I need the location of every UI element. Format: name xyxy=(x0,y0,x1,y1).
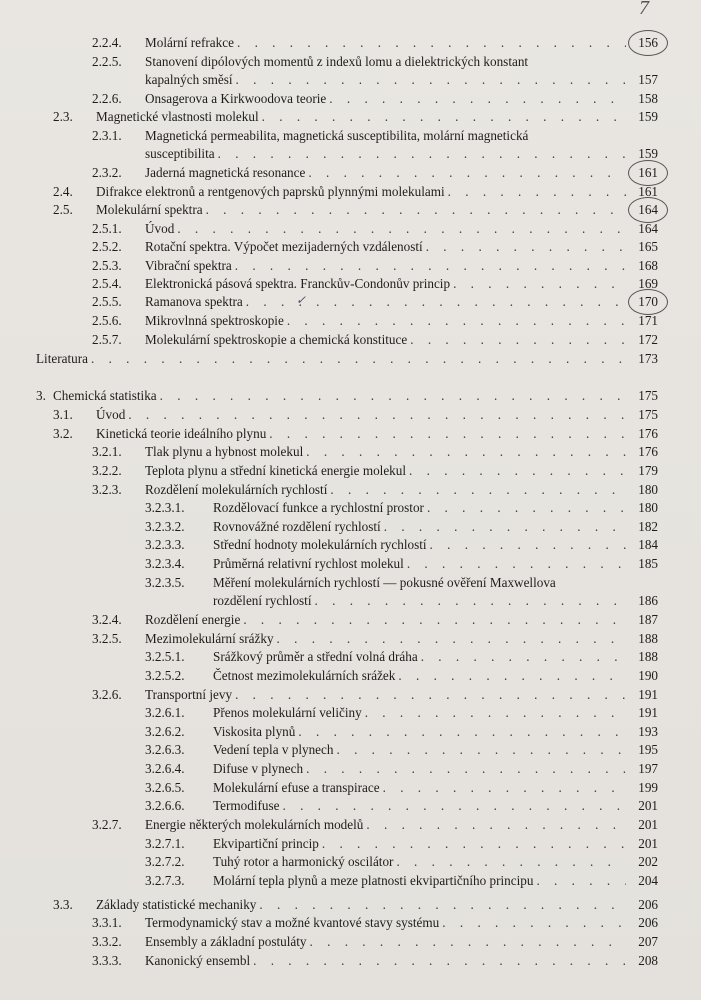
toc-entry-title: Termodynamický stav a možné kvantové stavy systému xyxy=(145,915,440,930)
toc-entry-page: 161 xyxy=(638,165,658,180)
toc-entry-page: 180 xyxy=(638,482,658,497)
toc-entry-page: 168 xyxy=(638,258,658,273)
toc-entry xyxy=(0,630,701,649)
toc-entry-number: 3.2.3.1. xyxy=(145,500,185,515)
toc-entry xyxy=(0,481,701,500)
toc-entry-number: 3.2.3.4. xyxy=(145,556,185,571)
toc-entry-number: 3.3.2. xyxy=(92,934,122,949)
toc-entry xyxy=(0,387,701,406)
toc-entry-title: Střední hodnoty molekulárních rychlostí xyxy=(213,537,427,552)
toc-entry xyxy=(0,704,701,723)
toc-entry xyxy=(0,164,701,183)
toc-entry-number: 3.1. xyxy=(53,407,73,422)
toc-entry-page: 208 xyxy=(638,953,658,968)
toc-entry-number: 3.2.6.3. xyxy=(145,742,185,757)
toc-entry xyxy=(0,518,701,537)
toc-entry xyxy=(0,462,701,481)
toc-entry-title: Vibrační spektra xyxy=(145,258,232,273)
toc-entry-page: 185 xyxy=(638,556,658,571)
dot-leader xyxy=(306,443,626,462)
toc-entry xyxy=(0,331,701,350)
toc-entry-title-continuation: susceptibilita xyxy=(145,146,215,161)
toc-entry-title-continuation: rozdělení rychlostí xyxy=(213,593,312,608)
toc-entry-number: 3.3. xyxy=(53,897,73,912)
toc-entry xyxy=(0,257,701,276)
toc-entry-page: 158 xyxy=(638,91,658,106)
toc-entry xyxy=(0,853,701,872)
toc-entry-title: Kinetická teorie ideálního plynu xyxy=(96,426,267,441)
toc-entry-title: Elektronická pásová spektra. Franckův-Condonův princip xyxy=(145,276,451,291)
toc-entry-page: 172 xyxy=(638,332,658,347)
toc-entry-page: 202 xyxy=(638,854,658,869)
toc-entry xyxy=(0,741,701,760)
toc-entry-title: Stanovení dipólových momentů z indexů lomu a dielektrických konstant xyxy=(145,54,529,69)
dot-leader xyxy=(365,704,626,723)
toc-entry-page: 175 xyxy=(638,388,658,403)
dot-leader xyxy=(366,816,626,835)
dot-leader xyxy=(128,406,626,425)
toc-entry-title: Průměrná relativní rychlost molekul xyxy=(213,556,404,571)
toc-entry-number: 3.2.6.4. xyxy=(145,761,185,776)
toc-entry-number: 3.2.3.5. xyxy=(145,575,185,590)
toc-entry-page: 201 xyxy=(638,817,658,832)
toc-entry xyxy=(0,816,701,835)
toc-entry-title: Přenos molekulární veličiny xyxy=(213,705,362,720)
toc-entry-title: Transportní jevy xyxy=(145,687,233,702)
toc-entry xyxy=(0,127,701,164)
toc-entry xyxy=(0,238,701,257)
dot-leader xyxy=(243,611,626,630)
toc-entry xyxy=(0,611,701,630)
dot-leader xyxy=(442,914,626,933)
toc-entry-number: 3.2.7. xyxy=(92,817,122,832)
toc-entry-page: 188 xyxy=(638,631,658,646)
toc-entry-page: 176 xyxy=(638,444,658,459)
toc-entry-number: 3.2.5.1. xyxy=(145,649,185,664)
dot-leader xyxy=(453,275,626,294)
toc-entry xyxy=(0,555,701,574)
toc-entry-title: Rozdělení molekulárních rychlostí xyxy=(145,482,328,497)
toc-entry-number: 2.5. xyxy=(53,202,73,217)
dot-leader xyxy=(206,201,626,220)
toc-entry-number: 2.5.3. xyxy=(92,258,122,273)
toc-entry-title: Ensembly a základní postuláty xyxy=(145,934,307,949)
dot-leader xyxy=(236,71,626,90)
toc-entry-page: 191 xyxy=(638,705,658,720)
page-corner-mark: 7 xyxy=(639,0,649,19)
toc-entry xyxy=(0,201,701,220)
toc-entry-title: Měření molekulárních rychlostí — pokusné ověření Maxwellova xyxy=(213,575,556,590)
toc-entry xyxy=(0,933,701,952)
toc-entry-page: 165 xyxy=(638,239,658,254)
toc-entry-title: Molekulární spektroskopie a chemická konstituce xyxy=(145,332,408,347)
toc-entry-page: 175 xyxy=(638,407,658,422)
toc-entry-page: 195 xyxy=(638,742,658,757)
toc-entry xyxy=(0,574,701,611)
toc-entry xyxy=(0,220,701,239)
toc-entry-page: 186 xyxy=(638,593,658,608)
dot-leader xyxy=(409,462,626,481)
toc-entry-page: 159 xyxy=(638,109,658,124)
dot-leader xyxy=(322,835,626,854)
dot-leader xyxy=(407,555,626,574)
toc-entry-title: Ekvipartiční princip xyxy=(213,836,319,851)
toc-entry-page: 199 xyxy=(638,780,658,795)
toc-entry-title: Magnetické vlastnosti molekul xyxy=(96,109,259,124)
toc-entry-page: 156 xyxy=(638,35,658,50)
toc-entry-page: 188 xyxy=(638,649,658,664)
toc-entry xyxy=(0,667,701,686)
toc-entry-page: 173 xyxy=(638,351,658,366)
toc-entry xyxy=(0,108,701,127)
toc-entry-number: 2.3.2. xyxy=(92,165,122,180)
toc-entry xyxy=(0,406,701,425)
dot-leader xyxy=(421,648,626,667)
toc-entry xyxy=(0,350,701,369)
toc-entry-title: Teplota plynu a střední kinetická energie molekul xyxy=(145,463,407,478)
toc-entry xyxy=(0,835,701,854)
dot-leader xyxy=(91,350,626,369)
dot-leader xyxy=(383,779,626,798)
toc-entry-title: Rovnovážné rozdělení rychlostí xyxy=(213,519,381,534)
toc-entry xyxy=(0,443,701,462)
toc-entry xyxy=(0,312,701,331)
toc-entry-page: 207 xyxy=(638,934,658,949)
toc-entry xyxy=(0,536,701,555)
dot-leader xyxy=(306,760,626,779)
toc-entry-page: 201 xyxy=(638,836,658,851)
toc-entry xyxy=(0,779,701,798)
toc-entry-page: 161 xyxy=(638,184,658,199)
toc-entry-page: 179 xyxy=(638,463,658,478)
toc-entry-page: 190 xyxy=(638,668,658,683)
toc-entry-number: 3. xyxy=(36,388,46,403)
toc-entry-number: 3.2.5.2. xyxy=(145,668,185,683)
dot-leader xyxy=(160,387,626,406)
toc-entry-title: Rozdělovací funkce a rychlostní prostor xyxy=(213,500,424,515)
toc-entry-title: Tlak plynu a hybnost molekul xyxy=(145,444,304,459)
toc-entry xyxy=(0,425,701,444)
toc-entry-number: 3.2. xyxy=(53,426,73,441)
toc-entry xyxy=(0,797,701,816)
toc-entry-number: 3.2.3. xyxy=(92,482,122,497)
handwritten-tick-mark: ✓ xyxy=(296,293,307,307)
toc-entry-number: 3.2.6.1. xyxy=(145,705,185,720)
toc-entry-number: 2.2.5. xyxy=(92,54,122,69)
toc-entry-number: 2.2.6. xyxy=(92,91,122,106)
toc-entry-title: Úvod xyxy=(145,221,175,236)
toc-entry-number: 3.3.3. xyxy=(92,953,122,968)
toc-entry-page: 201 xyxy=(638,798,658,813)
toc-entry-number: 3.2.6.5. xyxy=(145,780,185,795)
toc-entry-title: Četnost mezimolekulárních srážek xyxy=(213,668,396,683)
dot-leader xyxy=(177,220,626,239)
toc-entry-title: Vedení tepla v plynech xyxy=(213,742,334,757)
dot-leader xyxy=(310,933,626,952)
dot-leader xyxy=(384,518,626,537)
toc-entry-title: Molekulární spektra xyxy=(96,202,203,217)
toc-entry-number: 2.5.7. xyxy=(92,332,122,347)
toc-entry-page: 182 xyxy=(638,519,658,534)
toc-entry xyxy=(0,872,701,891)
toc-entry xyxy=(0,275,701,294)
toc-entry-title: Magnetická permeabilita, magnetická susceptibilita, molární magnetická xyxy=(145,128,529,143)
dot-leader xyxy=(426,238,626,257)
dot-leader xyxy=(282,797,626,816)
toc-entry xyxy=(0,723,701,742)
toc-entry-number: 2.4. xyxy=(53,184,73,199)
toc-entry-page: 184 xyxy=(638,537,658,552)
toc-entry xyxy=(0,293,701,312)
toc-entry-title: Základy statistické mechaniky xyxy=(96,897,257,912)
toc-entry-page: 191 xyxy=(638,687,658,702)
toc-entry-title: Mezimolekulární srážky xyxy=(145,631,274,646)
dot-leader xyxy=(269,425,626,444)
toc-entry-title: Rotační spektra. Výpočet mezijaderných vzdáleností xyxy=(145,239,423,254)
toc-entry-page: 164 xyxy=(638,221,658,236)
dot-leader xyxy=(308,164,626,183)
toc-entry-number: 3.2.7.1. xyxy=(145,836,185,851)
toc-entry-number: 3.2.7.2. xyxy=(145,854,185,869)
toc-entry-page: 176 xyxy=(638,426,658,441)
toc-entry xyxy=(0,183,701,202)
dot-leader xyxy=(218,145,626,164)
toc-entry-number: 2.5.5. xyxy=(92,294,122,309)
toc-entry-page: 197 xyxy=(638,761,658,776)
toc-entry-title: Literatura xyxy=(36,351,88,366)
toc-entry xyxy=(0,90,701,109)
toc-entry xyxy=(0,686,701,705)
toc-entry-page: 164 xyxy=(638,202,658,217)
toc-entry xyxy=(0,53,701,90)
toc-entry-number: 2.3. xyxy=(53,109,73,124)
toc-entry-number: 3.2.6. xyxy=(92,687,122,702)
toc-entry-title: Kanonický ensembl xyxy=(145,953,251,968)
dot-leader xyxy=(298,723,626,742)
dot-leader xyxy=(427,499,626,518)
toc-entry xyxy=(0,648,701,667)
toc-entry-number: 3.2.5. xyxy=(92,631,122,646)
dot-leader xyxy=(315,592,626,611)
toc-entry-title: Srážkový průměr a střední volná dráha xyxy=(213,649,418,664)
toc-entry-page: 187 xyxy=(638,612,658,627)
toc-entry-number: 2.3.1. xyxy=(92,128,122,143)
toc-entry-number: 3.2.6.6. xyxy=(145,798,185,813)
toc-entry-title: Viskosita plynů xyxy=(213,724,296,739)
dot-leader xyxy=(336,741,626,760)
dot-leader xyxy=(237,34,626,53)
toc-entry-page: 206 xyxy=(638,915,658,930)
toc-entry-title: Difrakce elektronů a rentgenových paprsků plynnými molekulami xyxy=(96,184,445,199)
toc-entry xyxy=(0,952,701,971)
toc-entry-title: Molekulární efuse a transpirace xyxy=(213,780,380,795)
dot-leader xyxy=(396,853,626,872)
dot-leader xyxy=(259,896,626,915)
dot-leader xyxy=(430,536,626,555)
toc-entry xyxy=(0,760,701,779)
toc-entry-number: 3.2.7.3. xyxy=(145,873,185,888)
dot-leader xyxy=(235,686,626,705)
toc-entry-page: 157 xyxy=(638,72,658,87)
dot-leader xyxy=(253,952,626,971)
toc-entry-page: 169 xyxy=(638,276,658,291)
toc-entry-page: 206 xyxy=(638,897,658,912)
toc-entry-title: Molární tepla plynů a meze platnosti ekvipartičního principu xyxy=(213,873,534,888)
dot-leader xyxy=(398,667,626,686)
toc-entry-title: Mikrovlnná spektroskopie xyxy=(145,313,284,328)
toc-entry-page: 204 xyxy=(638,873,658,888)
toc-entry xyxy=(0,914,701,933)
toc-entry xyxy=(0,34,701,53)
toc-entry-title: Molární refrakce xyxy=(145,35,234,50)
toc-entry-title: Úvod xyxy=(96,407,126,422)
dot-leader xyxy=(262,108,626,127)
toc-entry-title: Ramanova spektra xyxy=(145,294,243,309)
toc-entry-number: 2.5.6. xyxy=(92,313,122,328)
toc-entry-number: 2.5.2. xyxy=(92,239,122,254)
toc-entry-number: 2.5.1. xyxy=(92,221,122,236)
toc-entry-number: 3.2.3.3. xyxy=(145,537,185,552)
toc-entry-number: 3.2.4. xyxy=(92,612,122,627)
toc-entry-page: 171 xyxy=(638,313,658,328)
toc-entry-number: 2.2.4. xyxy=(92,35,122,50)
toc-entry-title: Onsagerova a Kirkwoodova teorie xyxy=(145,91,327,106)
toc-entry-title-continuation: kapalných směsí xyxy=(145,72,233,87)
toc-entry-title: Energie některých molekulárních modelů xyxy=(145,817,364,832)
toc-entry-page: 193 xyxy=(638,724,658,739)
dot-leader xyxy=(329,90,626,109)
toc-entry-number: 3.3.1. xyxy=(92,915,122,930)
dot-leader xyxy=(330,481,626,500)
toc-entry-page: 159 xyxy=(638,146,658,161)
toc-entry-title: Jaderná magnetická resonance xyxy=(145,165,306,180)
dot-leader xyxy=(410,331,626,350)
dot-leader xyxy=(287,312,626,331)
toc-entry-title: Tuhý rotor a harmonický oscilátor xyxy=(213,854,394,869)
toc-entry-page: 170 xyxy=(638,294,658,309)
toc-entry xyxy=(0,499,701,518)
toc-entry-number: 3.2.1. xyxy=(92,444,122,459)
dot-leader xyxy=(448,183,626,202)
toc-entry-number: 2.5.4. xyxy=(92,276,122,291)
dot-leader xyxy=(277,630,626,649)
toc-entry-title: Rozdělení energie xyxy=(145,612,241,627)
toc-entry xyxy=(0,896,701,915)
toc-entry-number: 3.2.6.2. xyxy=(145,724,185,739)
toc-entry-number: 3.2.2. xyxy=(92,463,122,478)
toc-entry-title: Termodifuse xyxy=(213,798,280,813)
dot-leader xyxy=(235,257,626,276)
toc-entry-number: 3.2.3.2. xyxy=(145,519,185,534)
toc-entry-title: Chemická statistika xyxy=(53,388,157,403)
toc-entry-page: 180 xyxy=(638,500,658,515)
toc-entry-title: Difuse v plynech xyxy=(213,761,304,776)
